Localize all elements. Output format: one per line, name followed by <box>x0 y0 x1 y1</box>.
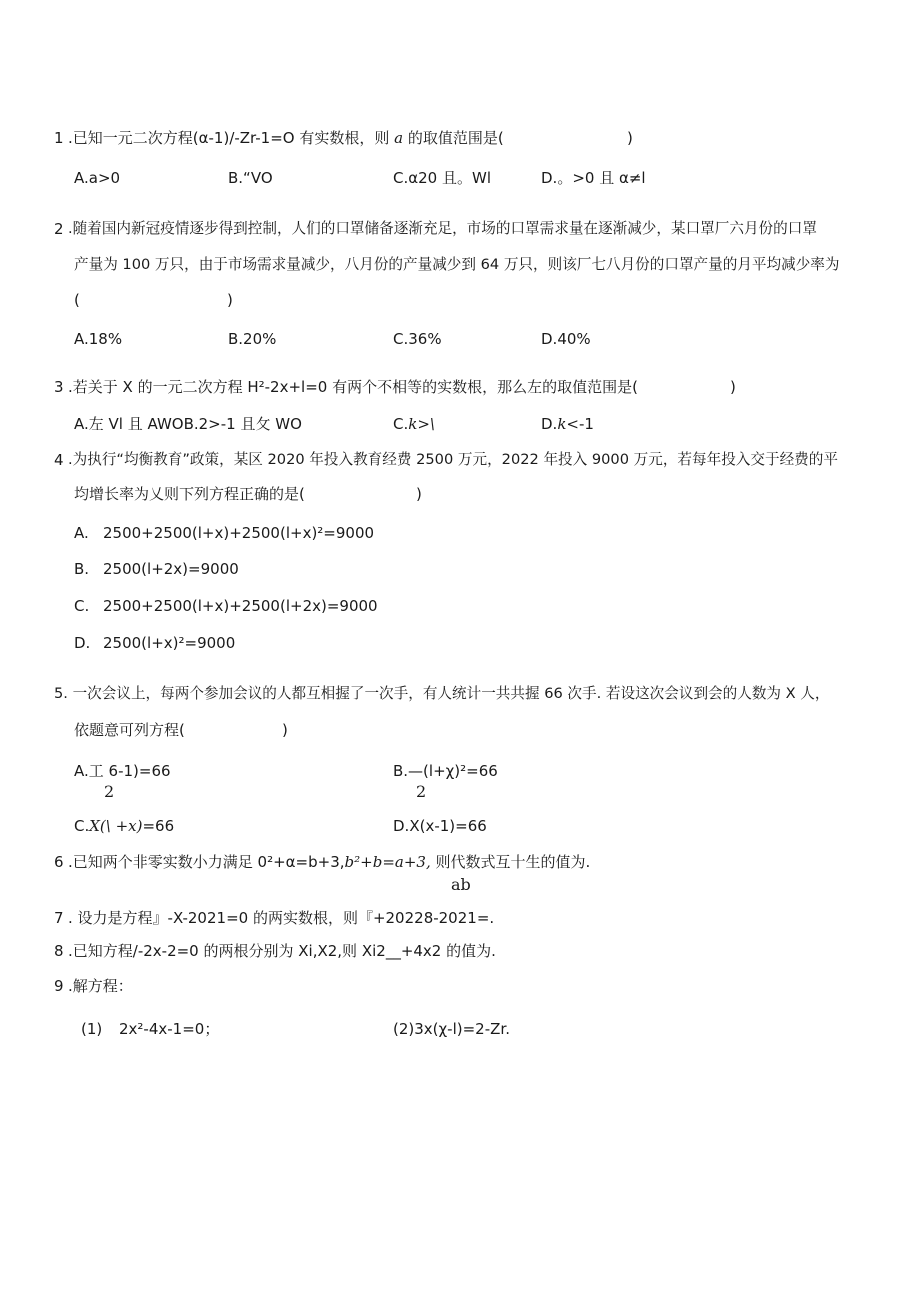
question-5-line-2: 依题意可列方程( <box>74 721 185 739</box>
question-5-close-bracket: ) <box>282 721 288 739</box>
question-4-option-c-label: C. <box>74 597 90 615</box>
question-5-option-a: A.工 6-1)=66 <box>74 762 171 780</box>
question-8-stem: .已知方程/-2x-2=0 的两根分别为 Xi,X2,则 Xi2__+4x2 的值为. <box>68 942 496 960</box>
question-9-number: 9 <box>54 977 64 995</box>
question-2-line-1: .随着国内新冠疫情逐步得到控制，人们的口罩储备逐渐充足，市场的口罩需求量在逐渐减少，某口罩厂六月份的口罩 <box>68 220 817 237</box>
question-5-option-b-denominator: 2 <box>416 782 427 801</box>
question-4-option-c: 2500+2500(l+x)+2500(l+2x)=9000 <box>103 597 378 615</box>
question-6-number: 6 <box>54 853 64 871</box>
question-2-option-c: C.36% <box>393 330 442 348</box>
question-4-close-bracket: ) <box>416 485 422 503</box>
question-3-option-d: D.k<-1 <box>541 415 594 433</box>
question-9-part-1-label: (1) <box>81 1020 103 1038</box>
question-4-option-a-label: A. <box>74 524 89 542</box>
question-1-option-c: C.α20 且。Wl <box>393 169 491 187</box>
question-3-number: 3 <box>54 378 64 396</box>
question-3-close-bracket: ) <box>730 378 736 396</box>
question-5-option-d: D.X(x-1)=66 <box>393 817 487 835</box>
question-2-option-a: A.18% <box>74 330 123 348</box>
question-9-stem: .解方程： <box>68 977 133 995</box>
question-3-option-c: C.k>\ <box>393 415 435 433</box>
question-5-option-c: C.X(\ +x)=66 <box>74 817 175 835</box>
question-4-option-a: 2500+2500(l+x)+2500(l+x)²=9000 <box>103 524 375 542</box>
question-6-fraction-denominator: ab <box>451 875 471 894</box>
question-5-option-b: B.—(l+χ)²=66 <box>393 762 498 780</box>
question-3-options-a-b: A.左 Vl 且 AWOB.2>-1 且攵 WO <box>74 415 302 433</box>
question-9-part-1: 2x²-4x-1=0； <box>119 1020 220 1038</box>
question-1-option-d: D.。>0 且 α≠l <box>541 169 646 187</box>
question-5-line-1: 5. 一次会议上，每两个参加会议的人都互相握了一次手，有人统计一共共握 66 次手. 若设这次会议到会的人数为 X 人， <box>54 685 830 702</box>
question-1-stem: .已知一元二次方程(α-1)/-Zr-1=O 有实数根，则 a 的取值范围是( <box>68 129 504 147</box>
question-1-number: 1 <box>54 129 64 147</box>
question-2-number: 2 <box>54 220 64 238</box>
question-8-number: 8 <box>54 942 64 960</box>
question-4-option-b-label: B. <box>74 560 90 578</box>
question-3-stem: .若关于 X 的一元二次方程 H²-2x+l=0 有两个不相等的实数根，那么左的取值范围是( <box>68 378 638 396</box>
question-7-stem: . 设力是方程』-X-2021=0 的两实数根，则『+20228-2021=. <box>68 909 495 927</box>
question-4-option-d-label: D. <box>74 634 91 652</box>
question-1-close-bracket: ) <box>627 129 633 147</box>
question-4-line-2: 均增长率为乂则下列方程正确的是( <box>74 485 305 503</box>
question-4-line-1: .为执行“均衡教育”政策，某区 2020 年投入教育经费 2500 万元，2022 年投入 9000 万元，若每年投入交于经费的平 <box>68 451 838 468</box>
question-6-stem: .已知两个非零实数小力满足 0²+α=b+3,b²+b=a+3, 则代数式互十生的值为. <box>68 853 591 871</box>
question-7-number: 7 <box>54 909 64 927</box>
question-4-option-d: 2500(l+x)²=9000 <box>103 634 236 652</box>
question-2-option-b: B.20% <box>228 330 277 348</box>
question-2-open-bracket: ( <box>74 291 80 309</box>
question-1-option-b: B.“VO <box>228 169 273 187</box>
question-5-option-a-denominator: 2 <box>104 782 115 801</box>
question-4-option-b: 2500(l+2x)=9000 <box>103 560 239 578</box>
question-1-option-a: A.a>0 <box>74 169 121 187</box>
question-2-option-d: D.40% <box>541 330 591 348</box>
question-2-close-bracket: ) <box>227 291 233 309</box>
question-2-line-2: 产量为 100 万只，由于市场需求量减少，八月份的产量减少到 64 万只，则该厂七八月份的口罩产量的月平均减少率为 <box>74 256 840 273</box>
question-9-part-2: (2)3x(χ-l)=2-Zr. <box>393 1020 510 1038</box>
question-4-number: 4 <box>54 451 64 469</box>
